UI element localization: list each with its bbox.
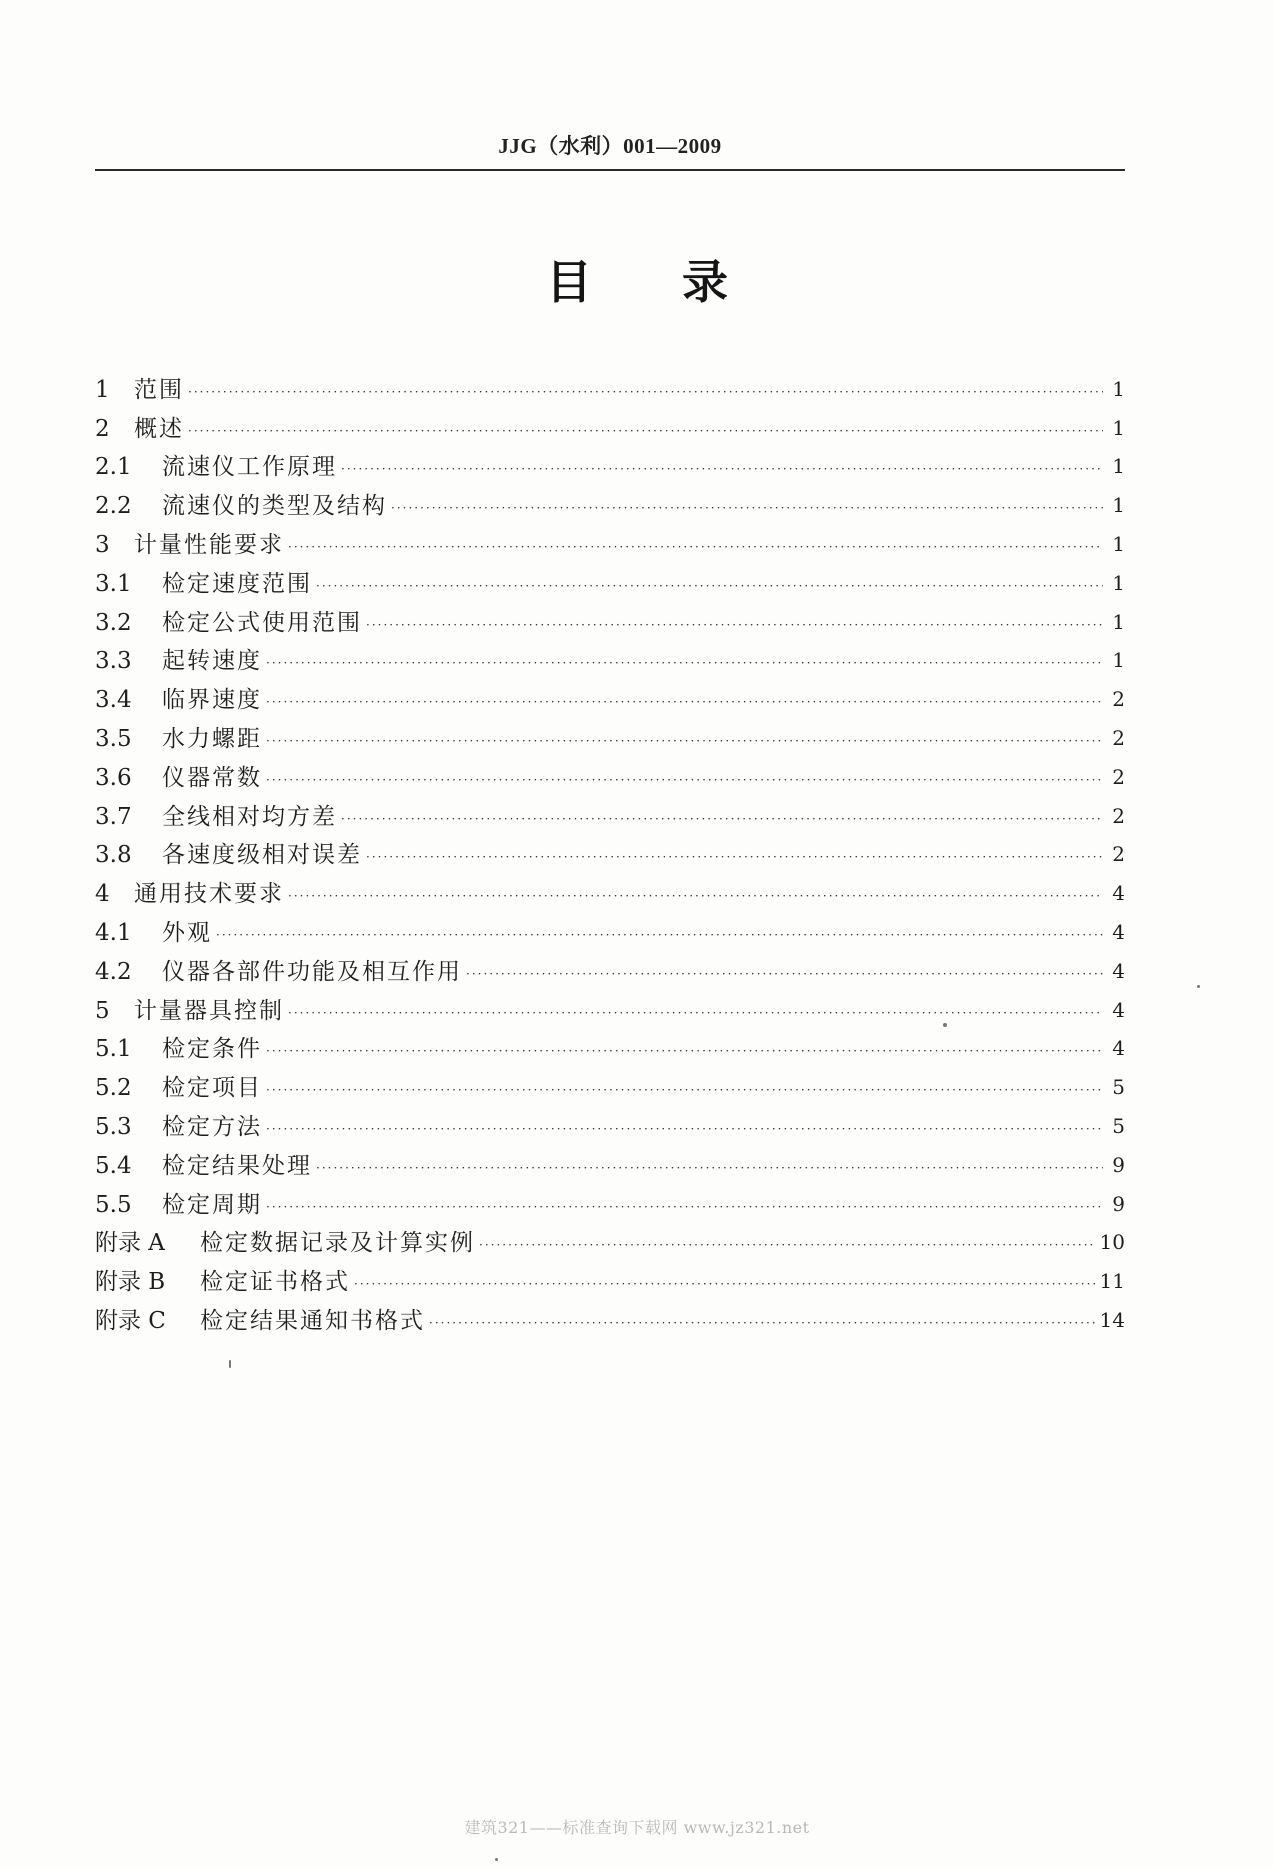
toc-dot-leader — [216, 928, 1103, 942]
toc-entry-title: 检定方法 — [162, 1113, 262, 1140]
toc-dot-leader — [266, 773, 1103, 787]
toc-entry-page: 2 — [1112, 803, 1125, 828]
toc-entry-number: 附录 A — [95, 1230, 165, 1257]
toc-entry-title: 检定结果通知书格式 — [200, 1307, 425, 1334]
toc-entry-page: 1 — [1112, 376, 1125, 401]
toc-dot-leader — [266, 695, 1103, 709]
toc-dot-leader — [266, 1122, 1103, 1136]
toc-dot-leader — [266, 1044, 1103, 1058]
scan-speck — [495, 1858, 498, 1861]
toc-entry-number: 5.2 — [95, 1075, 132, 1102]
toc-dot-leader — [341, 812, 1103, 826]
toc-entry-number: 2.2 — [95, 493, 132, 520]
toc-entry-page: 5 — [1112, 1113, 1125, 1138]
toc-entry-number: 5.3 — [95, 1113, 132, 1140]
toc-dot-leader — [266, 656, 1103, 670]
toc-dot-leader — [288, 889, 1103, 903]
toc-entry-page: 2 — [1112, 725, 1125, 750]
toc-entry-number: 2 — [95, 415, 110, 442]
toc-entry-number: 5 — [95, 997, 110, 1024]
scan-speck — [943, 1023, 947, 1027]
toc-entry-page: 2 — [1112, 687, 1125, 712]
toc-entry-title: 检定数据记录及计算实例 — [200, 1230, 475, 1257]
toc-dot-leader — [391, 501, 1103, 515]
toc-entry-number: 3.4 — [95, 687, 132, 714]
toc-entry-page: 2 — [1112, 764, 1125, 789]
toc-entry-page: 4 — [1112, 919, 1125, 944]
toc-dot-leader — [354, 1277, 1096, 1291]
toc-entry — [95, 521, 1125, 560]
toc-entry-title: 检定公式使用范围 — [162, 609, 362, 636]
toc-entry-title: 仪器常数 — [162, 764, 262, 791]
toc-entry-number: 附录 C — [95, 1307, 166, 1334]
toc-entry-page: 1 — [1112, 531, 1125, 556]
toc-entry — [95, 987, 1125, 1026]
toc-entry-page: 5 — [1112, 1075, 1125, 1100]
toc-dot-leader — [366, 618, 1103, 632]
toc-entry-title: 外观 — [162, 919, 212, 946]
toc-entry-page: 9 — [1112, 1191, 1125, 1216]
toc-entry-page: 1 — [1112, 609, 1125, 634]
standard-code-header: JJG（水利）001—2009 — [498, 134, 722, 158]
toc-entry-title: 水力螺距 — [162, 725, 262, 752]
toc-dot-leader — [316, 1161, 1103, 1175]
toc-entry-number: 5.1 — [95, 1036, 132, 1063]
toc-entry — [95, 1258, 1125, 1297]
toc-entry-number: 3.6 — [95, 764, 132, 791]
toc-entry-page: 1 — [1112, 454, 1125, 479]
toc-dot-leader — [466, 967, 1103, 981]
toc-entry-title: 计量器具控制 — [134, 997, 284, 1024]
toc-entry-title: 范围 — [134, 376, 184, 403]
toc-entry-number: 3.8 — [95, 842, 132, 869]
toc-entry-page: 1 — [1112, 415, 1125, 440]
toc-entry — [95, 638, 1125, 677]
toc-title-char-2: 录 — [682, 255, 728, 309]
toc-entry-title: 概述 — [134, 415, 184, 442]
toc-dot-leader — [288, 540, 1103, 554]
toc-entry-number: 3.3 — [95, 648, 132, 675]
toc-dot-leader — [188, 424, 1103, 438]
toc-entry-page: 4 — [1112, 958, 1125, 983]
toc-entry — [95, 599, 1125, 638]
toc-entry-page: 1 — [1112, 648, 1125, 673]
toc-dot-leader — [266, 734, 1103, 748]
toc-entry-number: 5.4 — [95, 1152, 132, 1179]
toc-entry-title: 全线相对均方差 — [162, 803, 337, 830]
scan-speck — [229, 1360, 231, 1368]
toc-entry — [95, 1026, 1125, 1065]
toc-entry-number: 3.2 — [95, 609, 132, 636]
toc-entry-page: 9 — [1112, 1152, 1125, 1177]
toc-entry — [95, 948, 1125, 987]
toc-entry-title: 检定证书格式 — [200, 1269, 350, 1296]
toc-dot-leader — [429, 1316, 1096, 1330]
toc-entry-title: 检定速度范围 — [162, 570, 312, 597]
toc-entry-title: 流速仪的类型及结构 — [162, 493, 387, 520]
toc-entry — [95, 560, 1125, 599]
toc-entry-page: 4 — [1112, 1036, 1125, 1061]
toc-entry-page: 10 — [1099, 1230, 1125, 1255]
toc-entry — [95, 366, 1125, 405]
toc-entry-page: 4 — [1112, 881, 1125, 906]
toc-entry-page: 1 — [1112, 493, 1125, 518]
toc-entry-number: 4.2 — [95, 958, 132, 985]
toc-entry — [95, 676, 1125, 715]
toc-entry-page: 4 — [1112, 997, 1125, 1022]
toc-entry-title: 临界速度 — [162, 687, 262, 714]
toc-entry-title: 检定周期 — [162, 1191, 262, 1218]
toc-dot-leader — [366, 850, 1103, 864]
toc-entry — [95, 832, 1125, 871]
toc-dot-leader — [266, 1083, 1103, 1097]
toc-entry-number: 3.7 — [95, 803, 132, 830]
toc-entry — [95, 870, 1125, 909]
toc-entry — [95, 1297, 1125, 1336]
toc-entry-number: 2.1 — [95, 454, 132, 481]
toc-entry-title: 检定项目 — [162, 1075, 262, 1102]
toc-dot-leader — [341, 462, 1103, 476]
toc-entry — [95, 1064, 1125, 1103]
toc-entry — [95, 482, 1125, 521]
toc-entry — [95, 1103, 1125, 1142]
toc-entry-number: 5.5 — [95, 1191, 132, 1218]
toc-entry-page: 14 — [1099, 1307, 1125, 1332]
toc-entry-page: 2 — [1112, 842, 1125, 867]
toc-dot-leader — [288, 1006, 1103, 1020]
toc-entry — [95, 715, 1125, 754]
toc-entry-title: 通用技术要求 — [134, 881, 284, 908]
header-rule — [95, 169, 1125, 171]
toc-entry-page: 11 — [1099, 1269, 1125, 1294]
toc-entry-number: 3.1 — [95, 570, 132, 597]
toc-entry — [95, 754, 1125, 793]
footer-watermark: 建筑321——标准查询下载网 www.jz321.net — [464, 1818, 810, 1837]
toc-title — [0, 246, 1274, 312]
toc-entry-title: 流速仪工作原理 — [162, 454, 337, 481]
toc-entry-title: 各速度级相对误差 — [162, 842, 362, 869]
toc-dot-leader — [479, 1238, 1096, 1252]
toc-entry-title: 检定结果处理 — [162, 1152, 312, 1179]
toc-entry-page: 1 — [1112, 570, 1125, 595]
toc-entry-title: 检定条件 — [162, 1036, 262, 1063]
scan-speck — [1197, 985, 1200, 988]
toc-entry — [95, 1181, 1125, 1220]
toc-entry-title: 计量性能要求 — [134, 531, 284, 558]
toc-title-char-1: 目 — [546, 255, 592, 309]
toc-entry-title: 起转速度 — [162, 648, 262, 675]
toc-entry — [95, 1142, 1125, 1181]
toc-list — [95, 366, 1125, 1336]
toc-entry-number: 3 — [95, 531, 110, 558]
toc-dot-leader — [316, 579, 1103, 593]
toc-entry — [95, 793, 1125, 832]
toc-dot-leader — [188, 385, 1103, 399]
toc-dot-leader — [266, 1200, 1103, 1214]
toc-entry-number: 4.1 — [95, 919, 132, 946]
toc-entry — [95, 405, 1125, 444]
toc-entry — [95, 909, 1125, 948]
toc-entry — [95, 444, 1125, 483]
toc-entry-title: 仪器各部件功能及相互作用 — [162, 958, 462, 985]
toc-entry-number: 3.5 — [95, 725, 132, 752]
toc-entry-number: 附录 B — [95, 1269, 166, 1296]
toc-entry-number: 1 — [95, 376, 110, 403]
toc-entry-number: 4 — [95, 881, 110, 908]
toc-entry — [95, 1220, 1125, 1259]
